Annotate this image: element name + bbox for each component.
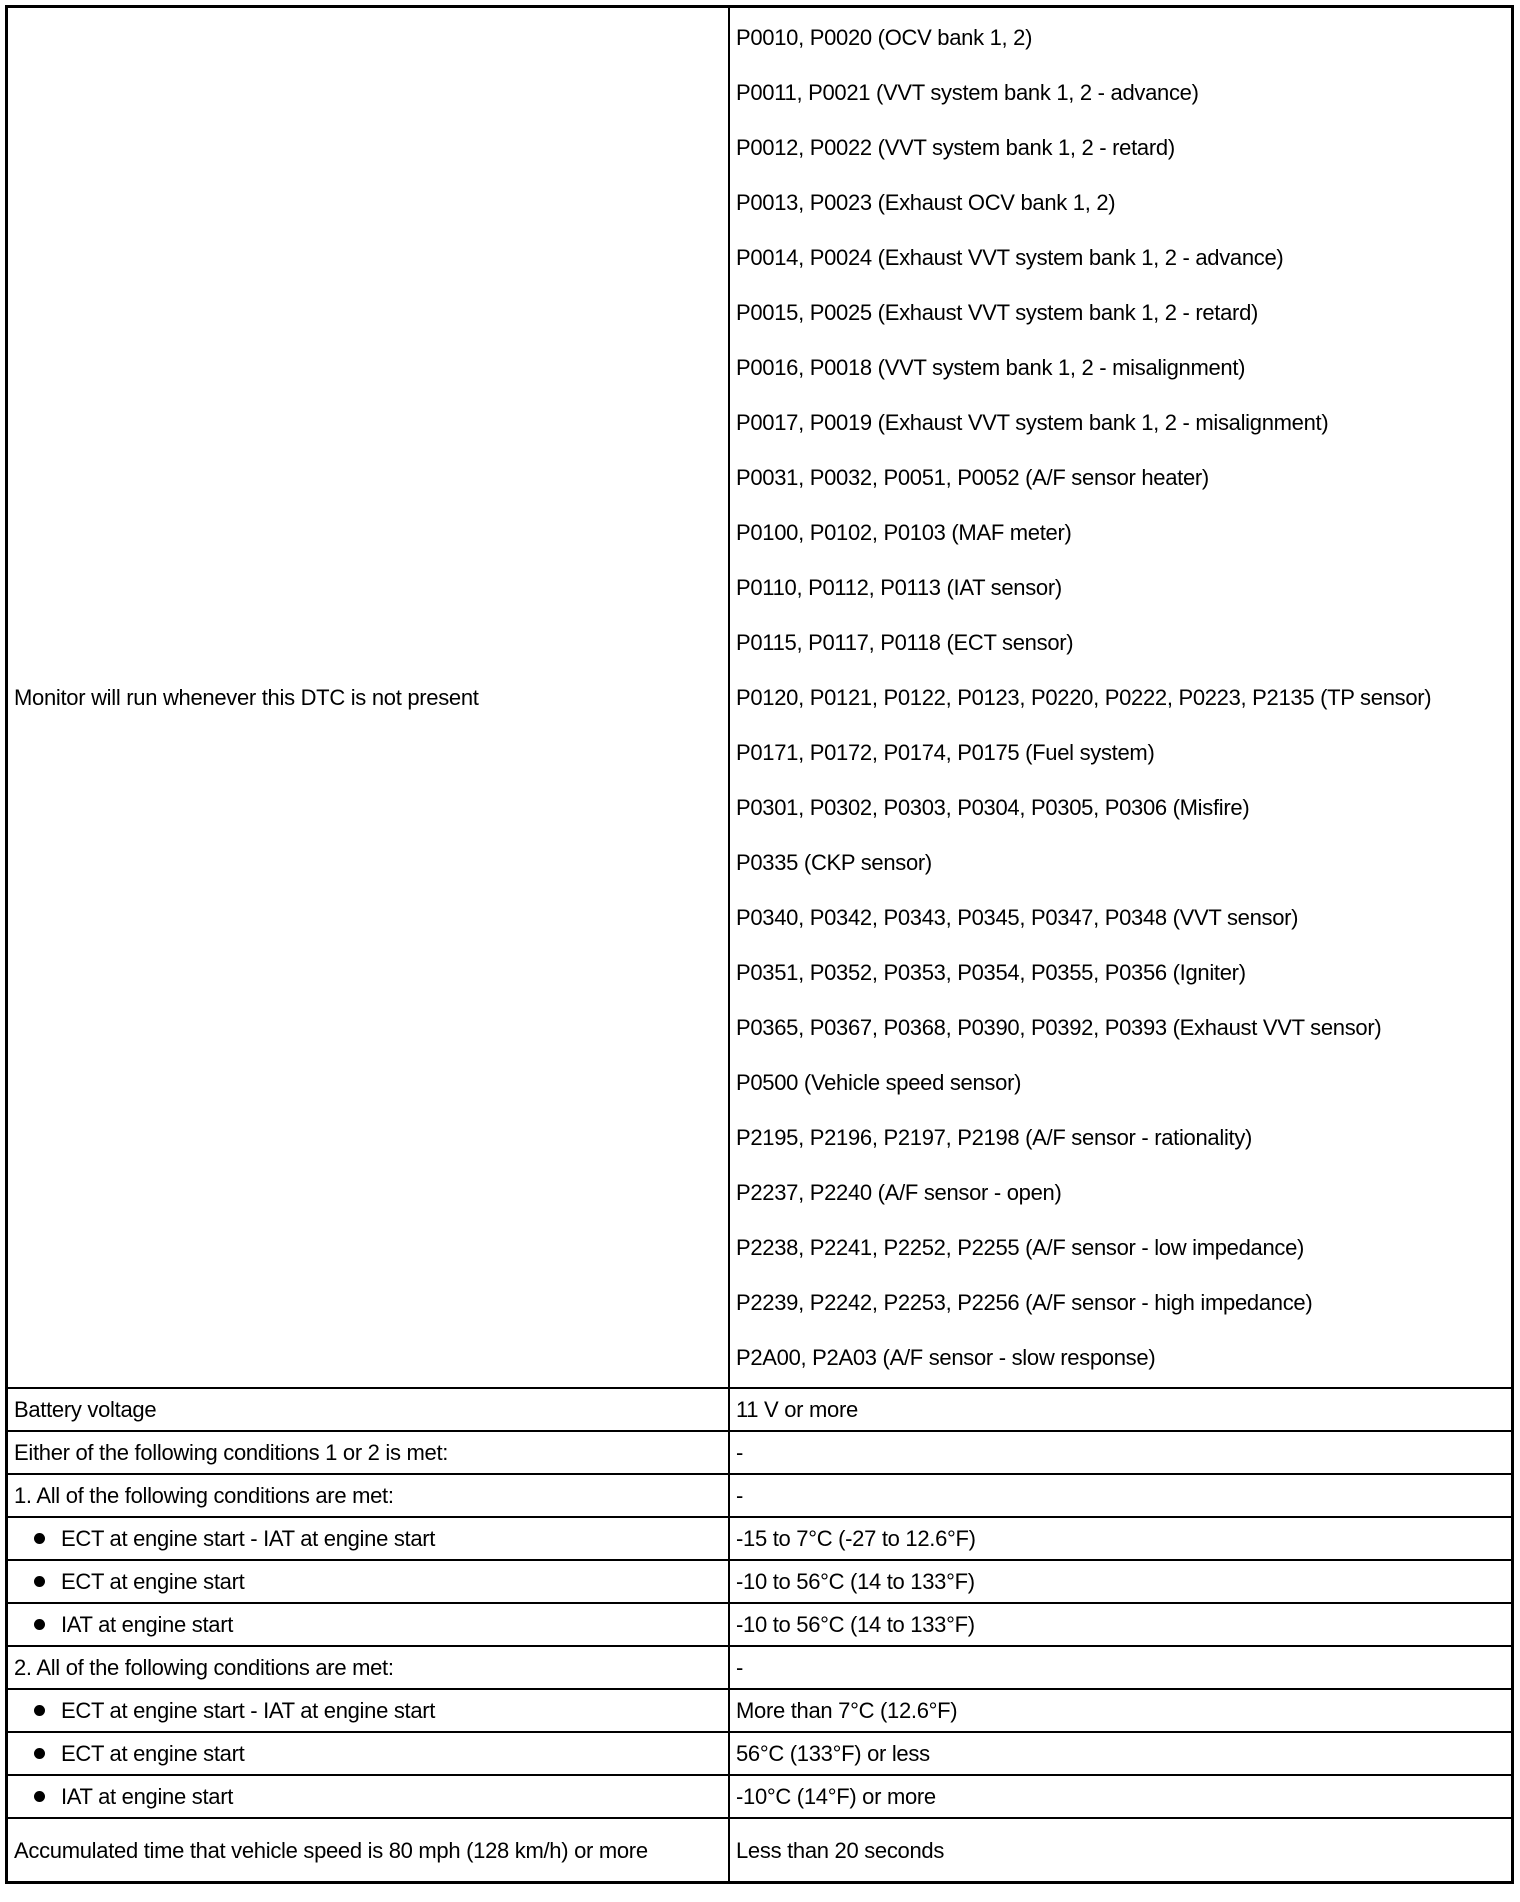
condition-value: - (729, 1431, 1513, 1474)
condition-label-cell (7, 1775, 730, 1818)
condition-label: 2. All of the following conditions are met: (14, 1655, 394, 1680)
dtc-item: P2238, P2241, P2252, P2255 (A/F sensor - low impedance) (736, 1235, 1305, 1260)
condition-value: 56°C (133°F) or less (729, 1732, 1513, 1775)
condition-value: -15 to 7°C (-27 to 12.6°F) (729, 1517, 1513, 1560)
dtc-item: P0014, P0024 (Exhaust VVT system bank 1, 2 - advance) (736, 245, 1284, 270)
dtc-item: P0017, P0019 (Exhaust VVT system bank 1, 2 - misalignment) (736, 410, 1329, 435)
condition-label-cell (7, 1689, 730, 1732)
bullet-icon (34, 1619, 45, 1630)
dtc-item: P0012, P0022 (VVT system bank 1, 2 - retard) (736, 135, 1175, 160)
condition-label-cell (7, 1474, 730, 1517)
dtc-item: P0016, P0018 (VVT system bank 1, 2 - misalignment) (736, 355, 1246, 380)
condition-value: More than 7°C (12.6°F) (729, 1689, 1513, 1732)
condition-label: 1. All of the following conditions are met: (14, 1483, 394, 1508)
condition-row (7, 1474, 1513, 1517)
condition-value: Less than 20 seconds (729, 1818, 1513, 1883)
dtc-row-label: Monitor will run whenever this DTC is not present (7, 7, 730, 1389)
condition-label: Either of the following conditions 1 or 2 is met: (14, 1440, 449, 1465)
dtc-item: P0365, P0367, P0368, P0390, P0392, P0393 (Exhaust VVT sensor) (736, 1015, 1382, 1040)
dtc-item: P2237, P2240 (A/F sensor - open) (736, 1180, 1062, 1205)
dtc-list-cell (729, 7, 1513, 1389)
dtc-item: P0015, P0025 (Exhaust VVT system bank 1, 2 - retard) (736, 300, 1259, 325)
dtc-item: P0500 (Vehicle speed sensor) (736, 1070, 1022, 1095)
condition-row (7, 1517, 1513, 1560)
condition-row (7, 1818, 1513, 1883)
dtc-item: P0010, P0020 (OCV bank 1, 2) (736, 25, 1033, 50)
condition-row (7, 1560, 1513, 1603)
condition-value: 11 V or more (729, 1388, 1513, 1431)
condition-label: IAT at engine start (61, 1612, 234, 1637)
bullet-icon (34, 1533, 45, 1544)
dtc-row (7, 7, 1513, 1389)
condition-label-cell (7, 1732, 730, 1775)
dtc-item: P2239, P2242, P2253, P2256 (A/F sensor - high impedance) (736, 1290, 1313, 1315)
bullet-icon (34, 1705, 45, 1716)
condition-value: - (729, 1474, 1513, 1517)
condition-label: ECT at engine start (61, 1569, 245, 1594)
condition-value: - (729, 1646, 1513, 1689)
condition-label-cell (7, 1818, 730, 1883)
bullet-icon (34, 1748, 45, 1759)
condition-label: Accumulated time that vehicle speed is 80 mph (128 km/h) or more (14, 1837, 648, 1863)
condition-row (7, 1732, 1513, 1775)
condition-row (7, 1603, 1513, 1646)
dtc-item: P2A00, P2A03 (A/F sensor - slow response) (736, 1345, 1156, 1370)
condition-label: ECT at engine start - IAT at engine start (61, 1526, 436, 1551)
condition-label: Battery voltage (14, 1397, 157, 1422)
dtc-item: P0110, P0112, P0113 (IAT sensor) (736, 575, 1062, 600)
dtc-item: P0351, P0352, P0353, P0354, P0355, P0356 (Igniter) (736, 960, 1246, 985)
condition-label: IAT at engine start (61, 1784, 234, 1809)
monitor-conditions-table (5, 5, 1514, 1884)
dtc-item: P0120, P0121, P0122, P0123, P0220, P0222, P0223, P2135 (TP sensor) (736, 685, 1432, 710)
condition-row (7, 1388, 1513, 1431)
condition-label-cell (7, 1431, 730, 1474)
dtc-item: P0013, P0023 (Exhaust OCV bank 1, 2) (736, 190, 1116, 215)
bullet-icon (34, 1576, 45, 1587)
dtc-item: P0301, P0302, P0303, P0304, P0305, P0306 (Misfire) (736, 795, 1250, 820)
dtc-item: P0115, P0117, P0118 (ECT sensor) (736, 630, 1074, 655)
condition-value: -10°C (14°F) or more (729, 1775, 1513, 1818)
condition-row (7, 1775, 1513, 1818)
condition-row (7, 1689, 1513, 1732)
bullet-icon (34, 1791, 45, 1802)
dtc-item: P0340, P0342, P0343, P0345, P0347, P0348 (VVT sensor) (736, 905, 1299, 930)
condition-value: -10 to 56°C (14 to 133°F) (729, 1560, 1513, 1603)
condition-label: ECT at engine start - IAT at engine start (61, 1698, 436, 1723)
condition-label-cell (7, 1646, 730, 1689)
dtc-item: P0031, P0032, P0051, P0052 (A/F sensor heater) (736, 465, 1209, 490)
condition-label-cell (7, 1388, 730, 1431)
dtc-list (736, 8, 1511, 1387)
condition-label-cell (7, 1603, 730, 1646)
condition-row (7, 1431, 1513, 1474)
dtc-item: P0335 (CKP sensor) (736, 850, 932, 875)
dtc-item: P2195, P2196, P2197, P2198 (A/F sensor - rationality) (736, 1125, 1253, 1150)
condition-label-cell (7, 1517, 730, 1560)
condition-value: -10 to 56°C (14 to 133°F) (729, 1603, 1513, 1646)
dtc-item: P0100, P0102, P0103 (MAF meter) (736, 520, 1072, 545)
condition-row (7, 1646, 1513, 1689)
dtc-item: P0011, P0021 (VVT system bank 1, 2 - advance) (736, 80, 1199, 105)
dtc-item: P0171, P0172, P0174, P0175 (Fuel system) (736, 740, 1155, 765)
condition-label: ECT at engine start (61, 1741, 245, 1766)
condition-label-cell (7, 1560, 730, 1603)
